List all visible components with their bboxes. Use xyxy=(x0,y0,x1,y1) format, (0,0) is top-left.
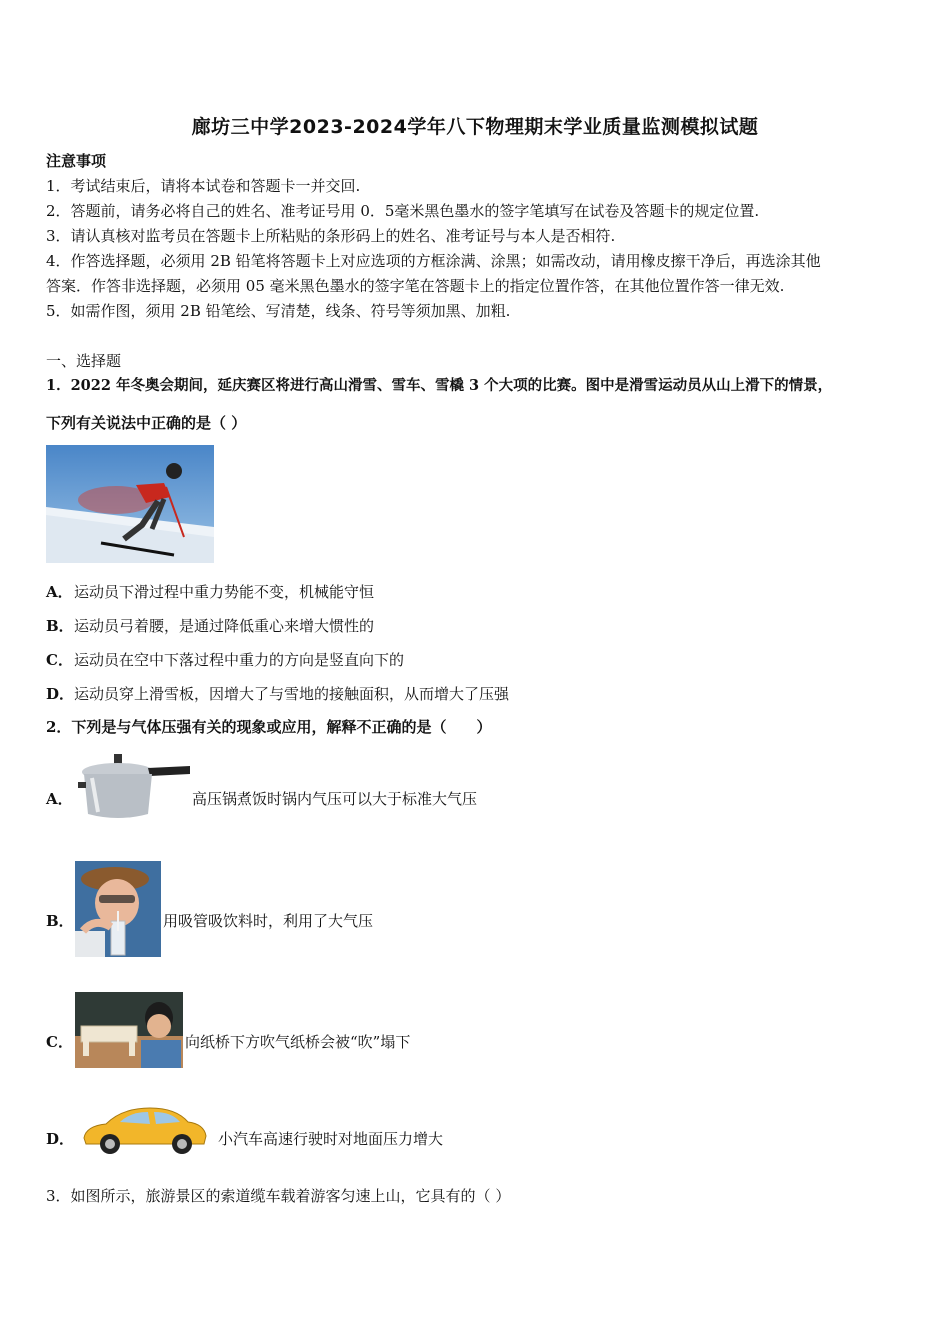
q1-option-letter: B． xyxy=(46,617,74,635)
pressure-cooker-image xyxy=(78,752,192,822)
paper-bridge-image xyxy=(75,992,183,1068)
q1-option-text: 运动员穿上滑雪板，因增大了与雪地的接触面积，从而增大了压强 xyxy=(74,685,510,703)
q2-option-letter: C． xyxy=(46,1033,73,1051)
q2-option-text: 用吸管吸饮料时，利用了大气压 xyxy=(163,912,374,930)
q1-option-text: 运动员弓着腰，是通过降低重心来增大惯性的 xyxy=(74,617,375,635)
notice-item: 答案．作答非选择题，必须用 05 毫米黑色墨水的签字笔在答题卡上的指定位置作答，在其他位置作答一律无效. xyxy=(46,277,785,295)
notice-item: 4．作答选择题，必须用 2B 铅笔将答题卡上对应选项的方框涂满、涂黑；如需改动，请用橡皮擦干净后，再选涂其他 xyxy=(46,252,821,270)
q2-option-text: 高压锅煮饭时锅内气压可以大于标准大气压 xyxy=(192,790,478,808)
exam-title: 廊坊三中学2023-2024学年八下物理期末学业质量监测模拟试题 xyxy=(191,116,759,138)
q2-option-letter: D． xyxy=(46,1130,75,1148)
notice-item: 5．如需作图，须用 2B 铅笔绘、写清楚，线条、符号等须加黑、加粗. xyxy=(46,302,511,320)
q1-option-letter: D． xyxy=(46,685,75,703)
skier-image xyxy=(46,445,214,563)
notice-item: 1．考试结束后，请将本试卷和答题卡一并交回. xyxy=(46,177,361,195)
q3-stem: 3．如图所示，旅游景区的索道缆车载着游客匀速上山，它具有的（ ） xyxy=(46,1187,511,1205)
notice-item: 2．答题前，请务必将自己的姓名、准考证号用 0．5毫米黑色墨水的签字笔填写在试卷及答题卡的规定位置. xyxy=(46,202,760,220)
q2-option-letter: A． xyxy=(46,790,73,808)
car-image xyxy=(80,1104,210,1156)
q1-option-text: 运动员下滑过程中重力势能不变，机械能守恒 xyxy=(74,583,375,601)
section-heading: 一、选择题 xyxy=(46,352,122,370)
q2-option-text: 向纸桥下方吹气纸桥会被“吹”塌下 xyxy=(185,1033,411,1051)
notice-heading: 注意事项 xyxy=(46,152,107,170)
q1-stem-line2: 下列有关说法中正确的是（ ） xyxy=(46,414,247,432)
q1-stem-line1: 1．2022 年冬奥会期间，延庆赛区将进行高山滑雪、雪车、雪橇 3 个大项的比赛。图中是滑雪运动员从山上滑下的情景， xyxy=(46,377,833,394)
straw-drinking-image xyxy=(75,861,161,957)
q1-option-letter: A． xyxy=(46,583,73,601)
q2-stem: 2．下列是与气体压强有关的现象或应用，解释不正确的是（ ） xyxy=(46,718,492,736)
q2-option-letter: B． xyxy=(46,912,74,930)
q1-option-text: 运动员在空中下落过程中重力的方向是竖直向下的 xyxy=(74,651,405,669)
q2-option-text: 小汽车高速行驶时对地面压力增大 xyxy=(218,1130,444,1148)
q1-option-letter: C． xyxy=(46,651,73,669)
notice-item: 3．请认真核对监考员在答题卡上所粘贴的条形码上的姓名、准考证号与本人是否相符. xyxy=(46,227,616,245)
